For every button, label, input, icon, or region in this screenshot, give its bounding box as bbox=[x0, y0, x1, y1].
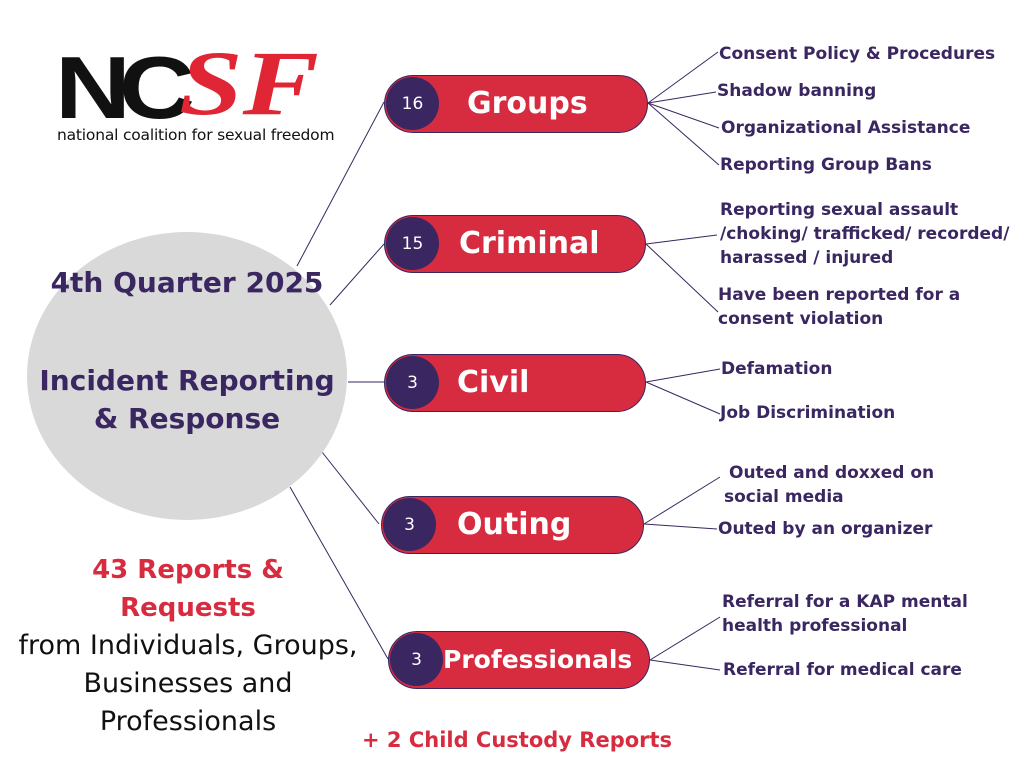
reports-total: 43 Reports & Requests bbox=[92, 555, 284, 623]
category-pill-criminal bbox=[384, 215, 646, 273]
leaf-item: Reporting sexual assault /choking/ trafficked/ recorded/ harassed / injured bbox=[720, 200, 1010, 268]
center-subtitle: Incident Reporting & Response bbox=[39, 364, 335, 435]
connector-line bbox=[646, 369, 720, 382]
leaf-item: Defamation bbox=[721, 359, 833, 379]
count-badge: 16 bbox=[386, 77, 439, 130]
category-pill-civil bbox=[384, 354, 646, 412]
count-badge: 3 bbox=[386, 356, 439, 409]
category-label: Outing bbox=[457, 507, 572, 542]
logo-tagline: national coalition for sexual freedom bbox=[57, 126, 335, 144]
reports-sources: from Individuals, Groups, Businesses and Professionals bbox=[18, 630, 358, 737]
category-pill-professionals bbox=[388, 631, 650, 689]
ncsf-logo bbox=[55, 44, 325, 128]
category-label: Civil bbox=[457, 365, 530, 400]
leaf-item: Referral for a KAP mental health professional bbox=[722, 592, 968, 636]
category-pill-outing bbox=[381, 496, 644, 554]
child-custody-note: + 2 Child Custody Reports bbox=[362, 728, 673, 752]
connector-line bbox=[646, 235, 717, 244]
count-badge: 3 bbox=[383, 498, 436, 551]
connector-line bbox=[648, 92, 716, 103]
leaf-item: Shadow banning bbox=[717, 81, 877, 101]
logo-nc: NC bbox=[55, 44, 194, 128]
leaf-item: Job Discrimination bbox=[720, 403, 896, 423]
connector-line bbox=[650, 660, 720, 670]
category-label: Groups bbox=[467, 86, 588, 121]
leaf-item: Have been reported for a consent violation bbox=[718, 285, 961, 329]
leaf-item: Organizational Assistance bbox=[721, 118, 971, 138]
count-badge: 15 bbox=[386, 217, 439, 270]
connector-line bbox=[646, 244, 718, 312]
category-label: Professionals bbox=[443, 645, 633, 674]
leaf-item: Referral for medical care bbox=[723, 660, 962, 680]
connector-line bbox=[330, 244, 384, 305]
leaf-item: Outed by an organizer bbox=[718, 519, 933, 539]
connector-line bbox=[322, 452, 379, 524]
leaf-item: Consent Policy & Procedures bbox=[719, 44, 996, 64]
category-label: Criminal bbox=[459, 226, 600, 261]
connector-line bbox=[648, 103, 719, 165]
connector-line bbox=[646, 382, 720, 414]
count-badge: 3 bbox=[390, 633, 443, 686]
connector-line bbox=[644, 477, 720, 524]
leaf-item: Reporting Group Bans bbox=[720, 155, 932, 175]
leaf-item: Outed and doxxed on social media bbox=[724, 463, 935, 507]
category-pill-groups bbox=[384, 75, 648, 133]
connector-line bbox=[648, 52, 718, 103]
connector-line bbox=[644, 524, 717, 529]
connector-line bbox=[650, 617, 720, 660]
center-title: 4th Quarter 2025 bbox=[50, 266, 324, 299]
logo-sf: SF bbox=[179, 44, 319, 128]
connector-line bbox=[648, 103, 719, 128]
